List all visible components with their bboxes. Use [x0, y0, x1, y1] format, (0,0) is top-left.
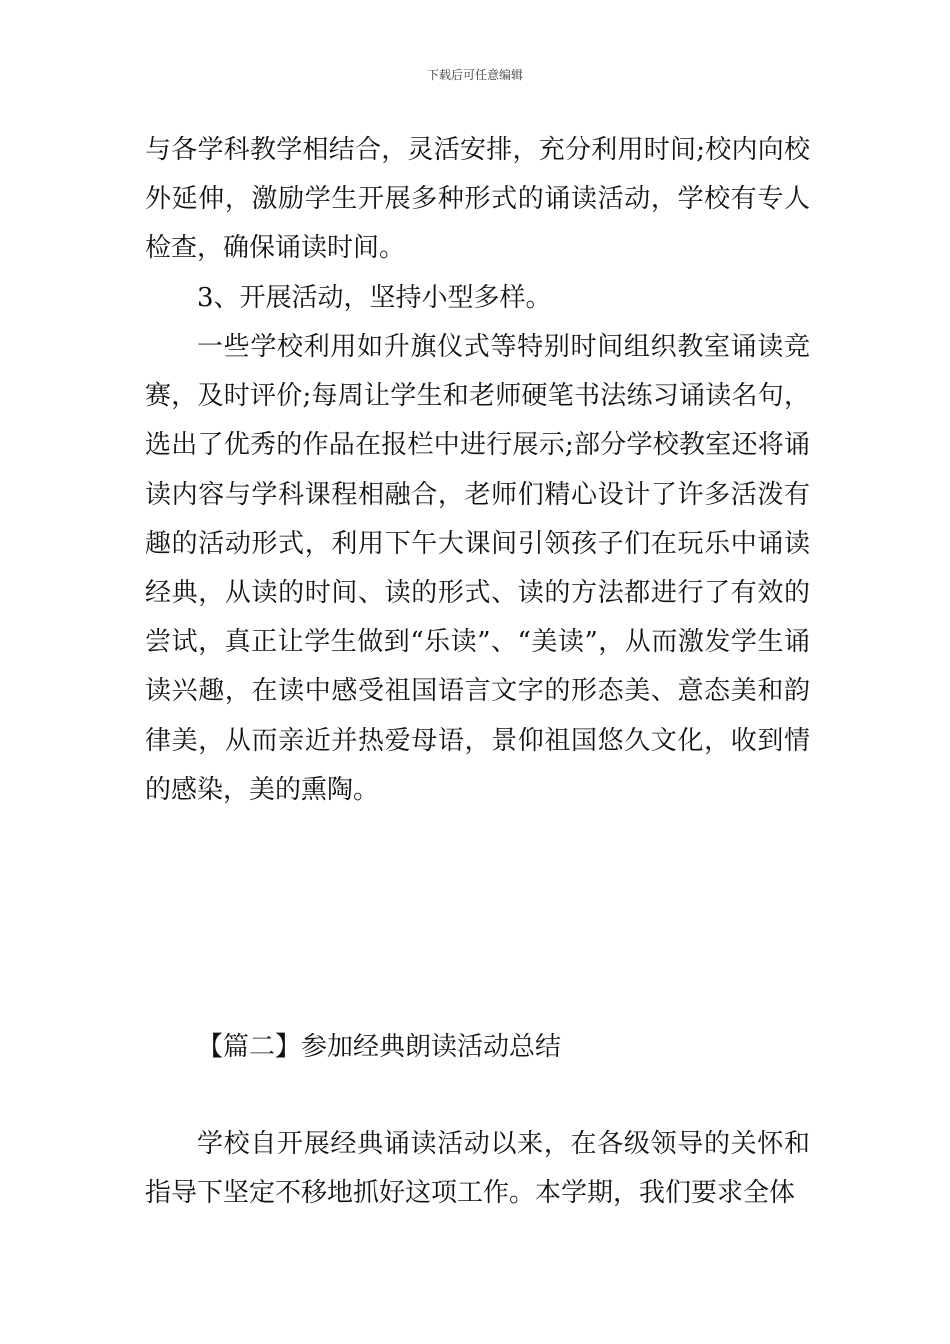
paragraph-3: 一些学校利用如升旗仪式等特别时间组织教室诵读竞赛，及时评价;每周让学生和老师硬笔书法练习诵读名句，选出了优秀的作品在报栏中进行展示;部分学校教室还将诵读内容与学科课程相融合，老师们精心设计了许多活泼有趣的活动形式，利用下午大课间引领孩子们在玩乐中诵读经典，从读的时间、读的形式、读的方法都进行了有效的尝试，真正让学生做到“乐读”、“美读”，从而激发学生诵读兴趣，在读中感受祖国语言文字的形态美、意态美和韵律美，从而亲近并热爱母语，景仰祖国悠久文化，收到情的感染，美的熏陶。: [145, 332, 810, 805]
paragraph-1: 与各学科教学相结合，灵活安排，充分利用时间;校内向校外延伸，激励学生开展多种形式的诵读活动，学校有专人检查，确保诵读时间。: [145, 135, 810, 264]
page-header-note: 下载后可任意编辑: [426, 68, 523, 82]
paragraph-4: 学校自开展经典诵读活动以来，在各级领导的关怀和指导下坚定不移地抓好这项工作。本学期，我们要求全体: [145, 1129, 810, 1209]
paragraph-2: 3、开展活动，坚持小型多样。: [197, 283, 552, 313]
section-heading: 【篇二】参加经典朗读活动总结: [197, 1032, 562, 1062]
